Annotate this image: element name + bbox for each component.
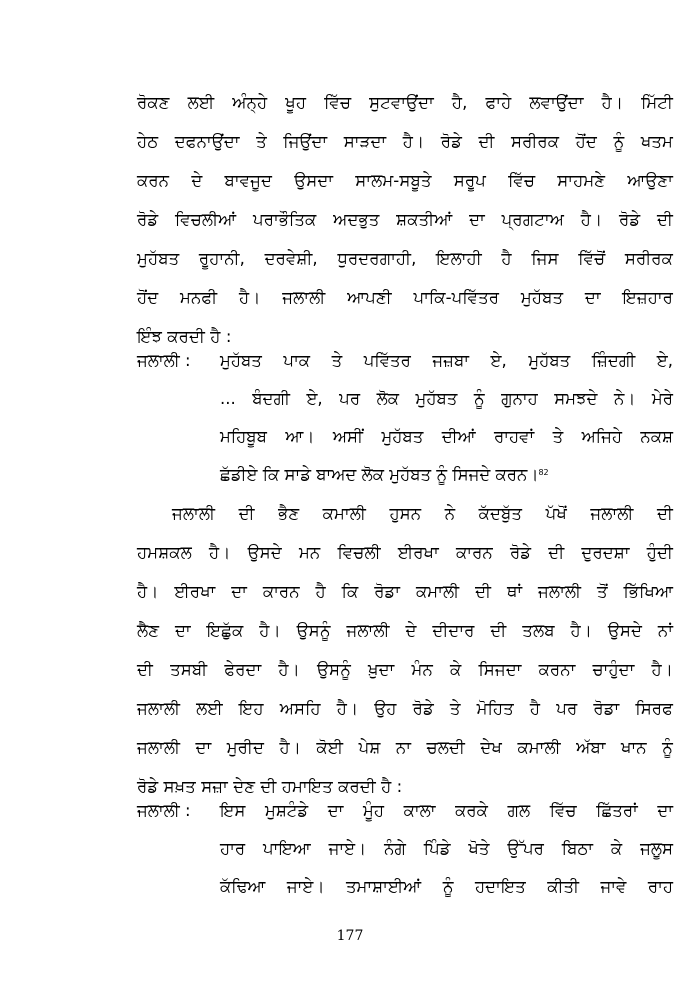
quote-line: ਕੱਢਿਆ ਜਾਏ। ਤਮਾਸ਼ਾਈਆਂ ਨੂੰ ਹਦਾਇਤ ਕੀਤੀ ਜਾਵੇ ਰਾਹ bbox=[220, 877, 673, 896]
text-line: ਹੈ। ਈਰਖਾ ਦਾ ਕਾਰਨ ਹੈ ਕਿ ਰੋਡਾ ਕਮਾਲੀ ਦੀ ਥਾਂ ਜਲਾਲੀ ਤੋਂ ਭਿੱਖਿਆ bbox=[137, 582, 673, 601]
text-line: ਇੰਝ ਕਰਦੀ ਹੈ : bbox=[137, 327, 232, 346]
speaker-label: ਜਲਾਲੀ : bbox=[137, 801, 191, 820]
footnote-marker: 82 bbox=[538, 468, 549, 477]
text-line: ਮੁਹੱਬਤ ਰੂਹਾਨੀ, ਦਰਵੇਸ਼ੀ, ਧੁਰਦਰਗਾਹੀ, ਇਲਾਹੀ ਹੈ ਜਿਸ ਵਿੱਚੋਂ ਸਰੀਰਕ bbox=[137, 249, 673, 268]
quote-line: ਇਸ ਮੁਸ਼ਟੰਡੇ ਦਾ ਮੂੰਹ ਕਾਲਾ ਕਰਕੇ ਗਲ ਵਿੱਚ ਛਿੱਤਰਾਂ ਦਾ bbox=[220, 801, 673, 820]
text-line: ਕਰਨ ਦੇ ਬਾਵਜੂਦ ਉਸਦਾ ਸਾਲਮ-ਸਬੂਤੇ ਸਰੂਪ ਵਿੱਚ ਸਾਹਮਣੇ ਆਉਣਾ bbox=[137, 171, 673, 190]
text-line: ਹੇਠ ਦਫਨਾਉਂਦਾ ਤੇ ਜਿਉਂਦਾ ਸਾੜਦਾ ਹੈ। ਰੋਡੇ ਦੀ ਸਰੀਰਕ ਹੋਂਦ ਨੂੰ ਖਤਮ bbox=[137, 132, 673, 151]
text-line: ਹੋਂਦ ਮਨਫੀ ਹੈ। ਜਲਾਲੀ ਆਪਣੀ ਪਾਕਿ-ਪਵਿੱਤਰ ਮੁਹੱਬਤ ਦਾ ਇਜ਼ਹਾਰ bbox=[137, 288, 673, 307]
text-line: ਜਲਾਲੀ ਲਈ ਇਹ ਅਸਹਿ ਹੈ। ਉਹ ਰੋਡੇ ਤੇ ਮੋਹਿਤ ਹੈ ਪਰ ਰੋਡਾ ਸਿਰਫ bbox=[137, 699, 673, 718]
text-line: ਜਲਾਲੀ ਦੀ ਭੈਣ ਕਮਾਲੀ ਹੁਸਨ ਨੇ ਕੱਦਬੁੱਤ ਪੱਖੋਂ ਜਲਾਲੀ ਦੀ bbox=[172, 504, 673, 523]
text-line: ਦੀ ਤਸਬੀ ਫੇਰਦਾ ਹੈ। ਉਸਨੂੰ ਖ਼ੁਦਾ ਮੰਨ ਕੇ ਸਿਜਦਾ ਕਰਨਾ ਚਾਹੁੰਦਾ ਹੈ। bbox=[137, 660, 673, 679]
quote-text: ਛੱਡੀਏ ਕਿ ਸਾਡੇ ਬਾਅਦ ਲੋਕ ਮੁਹੱਬਤ ਨੂੰ ਸਿਜਦੇ ਕਰਨ। bbox=[220, 465, 539, 484]
text-line: ਰੋਕਣ ਲਈ ਅੰਨ੍ਹੇ ਖੂਹ ਵਿੱਚ ਸੁਟਵਾਉਂਦਾ ਹੈ, ਫਾਹੇ ਲਵਾਉਂਦਾ ਹੈ। ਮਿੱਟੀ bbox=[137, 93, 673, 112]
quote-line: ਹਾਰ ਪਾਇਆ ਜਾਏ। ਨੰਗੇ ਪਿੰਡੇ ਖੋਤੇ ਉੱਪਰ ਬਿਠਾ ਕੇ ਜਲੂਸ bbox=[220, 839, 673, 858]
quote-line: ਮਹਿਬੂਬ ਆ। ਅਸੀਂ ਮੁਹੱਬਤ ਦੀਆਂ ਰਾਹਵਾਂ ਤੇ ਅਜਿਹੇ ਨਕਸ਼ bbox=[220, 427, 673, 446]
text-line: ਲੈਣ ਦਾ ਇਛੁੱਕ ਹੈ। ਉਸਨੂੰ ਜਲਾਲੀ ਦੇ ਦੀਦਾਰ ਦੀ ਤਲਬ ਹੈ। ਉਸਦੇ ਨਾਂ bbox=[137, 621, 673, 640]
page-number: 177 bbox=[336, 928, 364, 944]
quote-line-last bbox=[220, 464, 673, 486]
quote-line: ਮੁਹੱਬਤ ਪਾਕ ਤੇ ਪਵਿੱਤਰ ਜਜ਼ਬਾ ਏ, ਮੁਹੱਬਤ ਜ਼ਿੰਦਗੀ ਏ, bbox=[220, 351, 673, 370]
text-line: ਰੋਡੇ ਸਖ਼ਤ ਸਜ਼ਾ ਦੇਣ ਦੀ ਹਮਾਇਤ ਕਰਦੀ ਹੈ : bbox=[137, 777, 403, 796]
text-line: ਜਲਾਲੀ ਦਾ ਮੁਰੀਦ ਹੈ। ਕੋਈ ਪੇਸ਼ ਨਾ ਚਲਦੀ ਦੇਖ ਕਮਾਲੀ ਅੱਬਾ ਖਾਨ ਨੂੰ bbox=[137, 738, 673, 757]
quote-line: ... ਬੰਦਗੀ ਏ, ਪਰ ਲੋਕ ਮੁਹੱਬਤ ਨੂੰ ਗੁਨਾਹ ਸਮਝਦੇ ਨੇ। ਮੇਰੇ bbox=[220, 389, 673, 408]
text-line: ਰੋਡੇ ਵਿਚਲੀਆਂ ਪਰਾਭੌਤਿਕ ਅਦਭੁਤ ਸ਼ਕਤੀਆਂ ਦਾ ਪ੍ਰਗਟਾਅ ਹੈ। ਰੋਡੇ ਦੀ bbox=[137, 210, 673, 229]
text-line: ਹਮਸ਼ਕਲ ਹੈ। ਉਸਦੇ ਮਨ ਵਿਚਲੀ ਈਰਖਾ ਕਾਰਨ ਰੋਡੇ ਦੀ ਦੁਰਦਸ਼ਾ ਹੁੰਦੀ bbox=[137, 543, 673, 562]
speaker-label: ਜਲਾਲੀ : bbox=[137, 351, 191, 370]
